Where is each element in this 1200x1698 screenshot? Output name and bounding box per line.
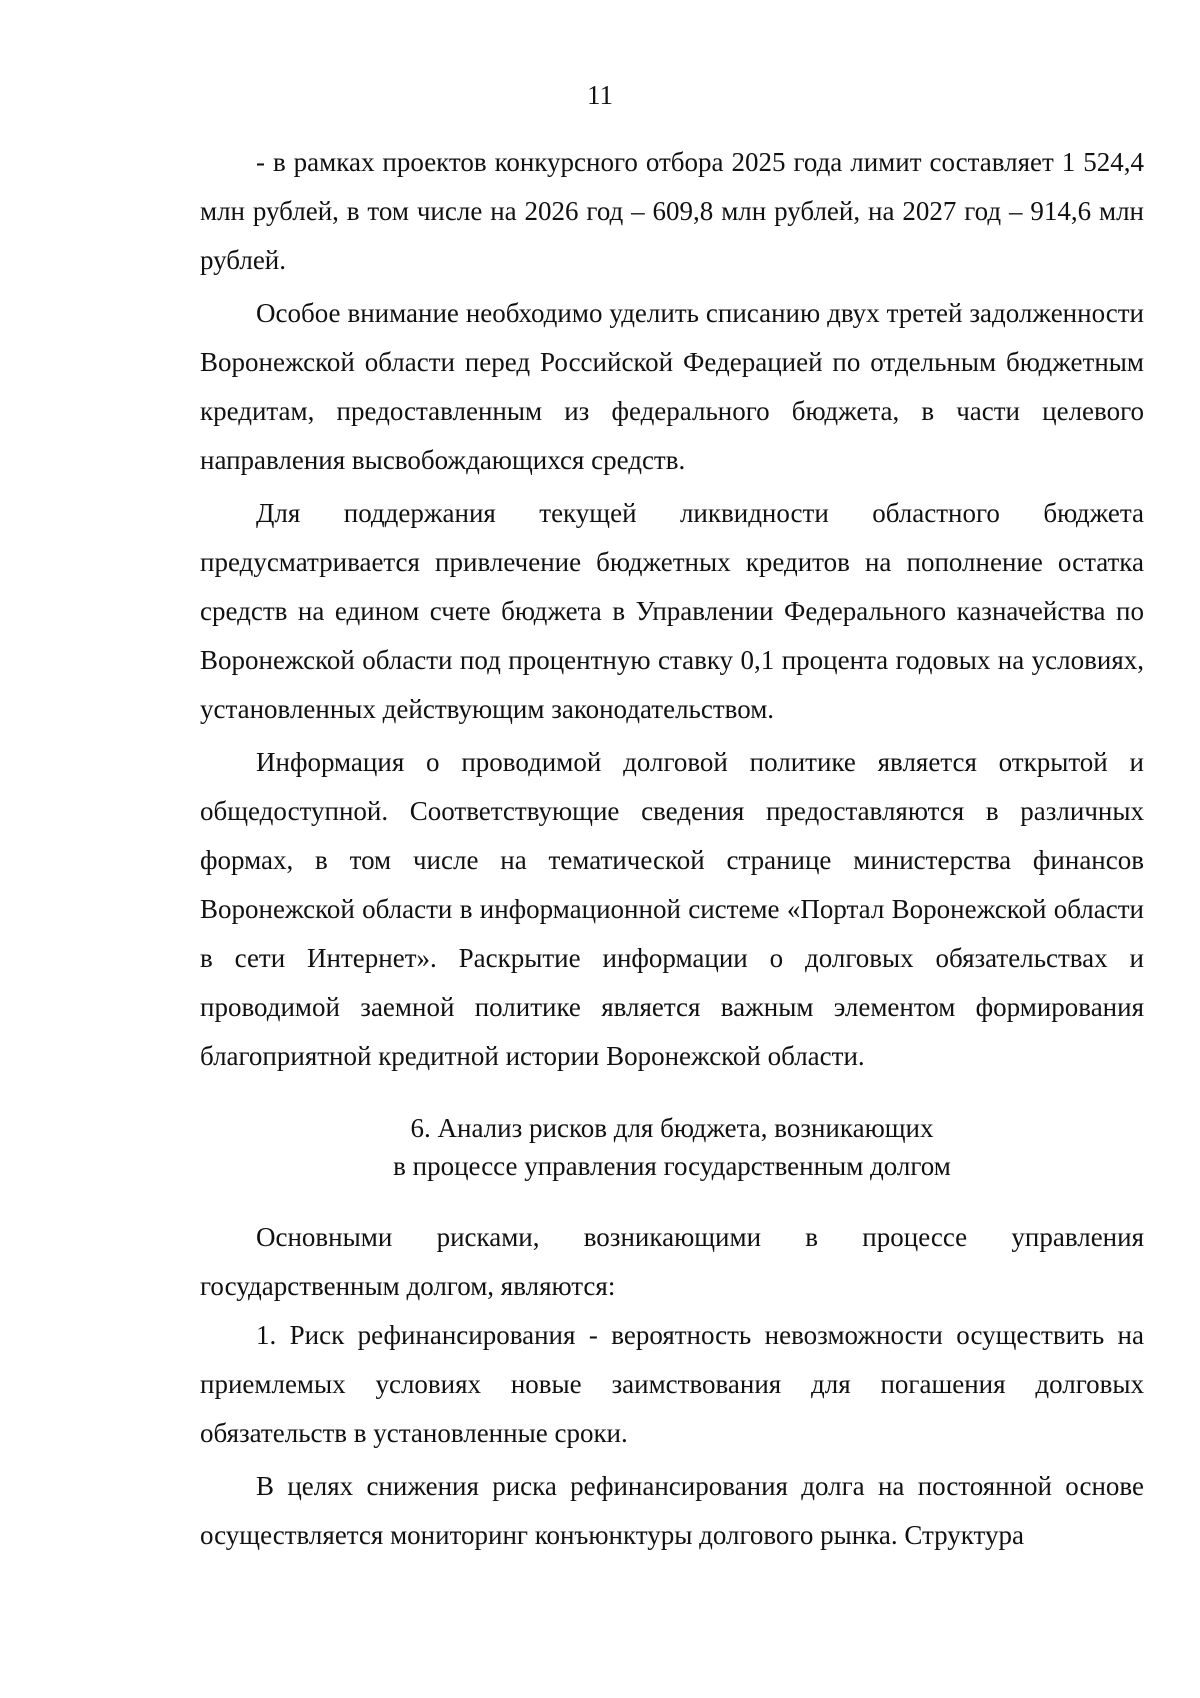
document-body	[200, 138, 1144, 1560]
paragraph-competition-limit: - в рамках проектов конкурсного отбора 2025 года лимит составляет 1 524,4 млн рублей, в том числе на 2026 год – 609,8 млн рублей, на 2027 год – 914,6 млн рублей.	[200, 147, 1144, 275]
page-number: 11	[587, 80, 613, 110]
paragraph-debt-write-off: Особое внимание необходимо уделить списанию двух третей задолженности Воронежской области перед Российской Федерацией по отдельным бюджетным кредитам, предоставленным из федерального бюджета, в части целевого направления высвобождающихся средств.	[200, 298, 1144, 475]
paragraph-liquidity: Для поддержания текущей ликвидности областного бюджета предусматривается привлечение бюджетных кредитов на пополнение остатка средств на едином счете бюджета в Управлении Федерального казначейства по Воронежской области под процентную ставку 0,1 процента годовых на условиях, установленных действующим законодательством.	[200, 498, 1144, 724]
paragraph-main-risks: Основными рисками, возникающими в процессе управления государственным долгом, являются:	[200, 1222, 1144, 1301]
paragraph-refinancing-mitigation: В целях снижения риска рефинансирования долга на постоянной основе осуществляется мониторинг конъюнктуры долгового рынка. Структура	[200, 1471, 1144, 1550]
section-heading-line-1: 6. Анализ рисков для бюджета, возникающих	[410, 1113, 934, 1143]
paragraph-refinancing-risk: 1. Риск рефинансирования - вероятность невозможности осуществить на приемлемых условиях новые заимствования для погашения долговых обязательств в установленные сроки.	[200, 1320, 1144, 1448]
section-heading-line-2: в процессе управления государственным долгом	[393, 1151, 951, 1181]
paragraph-information-policy: Информация о проводимой долговой политике является открытой и общедоступной. Соответствующие сведения предоставляются в различных формах, в том числе на тематической странице министерства финансов Воронежской области в информационной системе «Портал Воронежской области в сети Интернет». Раскрытие информации о долговых обязательствах и проводимой заемной политике является важным элементом формирования благоприятной кредитной истории Воронежской области.	[200, 747, 1144, 1071]
section-heading	[200, 1109, 1144, 1185]
